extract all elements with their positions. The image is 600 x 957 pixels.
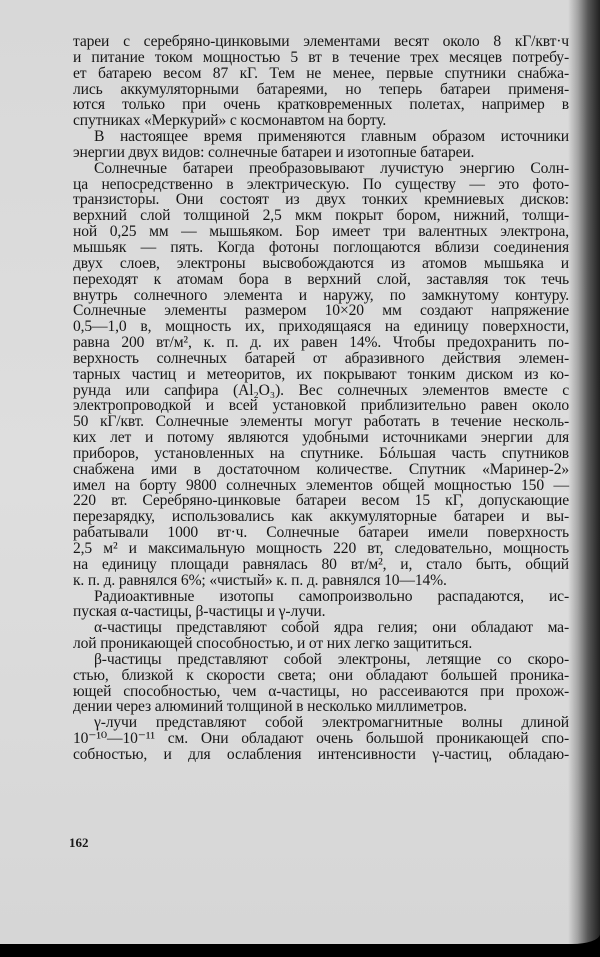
text-line: Радиоактивные изотопы самопроизвольно распадаются, ис- [94,587,569,605]
text-line: приборов, установленных на спутнике. Бóльшая часть спутников [73,444,569,462]
text-line: дении через алюминий толщиной в несколько миллиметров. [73,698,467,716]
page-number: 162 [69,835,89,850]
text-line: перезарядку, использовались как аккумуляторные батареи и вы- [73,508,569,526]
text-line: тарных частиц и метеоритов, их покрывают тонким диском из ко- [73,365,569,383]
text-line: на единицу площади равнялась 80 вт/м², и, стало быть, общий [73,555,569,573]
text-line: α-частицы представляют собой ядра гелия; они обладают ма- [94,619,569,637]
text-line: двух слоев, электроны высвобождаются из атомов мышьяка и [73,254,569,272]
text-line: и питание током мощностью 5 вт в течение трех месяцев потребу- [73,48,569,66]
text-line: имел на борту 9800 солнечных элементов общей мощностью 150 — [73,476,569,494]
text-line: собностью, и для ослабления интенсивности γ-частиц, обладаю- [73,745,569,763]
text-line: переходят к атомам бора в верхний слой, заставляя ток течь [73,270,569,288]
text-line: ких лет и потому являются удобными источниками энергии для [73,429,569,447]
text-line: 2,5 м² и максимальную мощность 220 вт, следовательно, мощность [73,540,569,557]
text-line: 10⁻¹⁰—10⁻¹¹ см. Они обладают очень большой проникающей спо- [73,730,569,748]
text-line: энергии двух видов: солнечные батареи и изотопные батареи. [73,143,475,161]
text-line: 0,5—1,0 в, мощность их, приходящаяся на единицу поверхности, [73,318,569,336]
text-line: ца непосредственно в электрическую. По существу — это фото- [73,175,569,193]
text-line: электропроводкой и всей установкой приблизительно равен около [73,397,569,415]
text-line: Солнечные элементы размером 10×20 мм создают напряжение [73,302,569,320]
text-line: ющей способностью, чем α-частицы, но рассеиваются при прохож- [73,682,569,700]
text-line: 50 кГ/квт. Солнечные элементы могут работать в течение несколь- [73,413,569,431]
text-line: к. п. д. равнялся 6%; «чистый» к. п. д. равнялся 10—14%. [73,571,447,589]
text-line: β-частицы представляют собой электроны, летящие со скоро- [94,650,569,668]
text-line: ются только при очень кратковременных полетах, например в [73,96,569,114]
text-line: внутрь солнечного элемента и наружу, по замкнутому контуру. [73,286,569,304]
text-line: спутниках «Меркурий» с космонавтом на борту. [73,112,387,130]
text-line: ной 0,25 мм — мышьяком. Бор имеет три валентных электрона, [73,223,569,241]
scan-bottom-border [0,944,600,957]
text-line: мышьяк — пять. Когда фотоны поглощаются вблизи соединения [73,238,569,256]
text-line: равна 200 вт/м², к. п. д. их равен 14%. Чтобы предохранить по- [73,334,569,352]
text-line: лой проникающей способностью, и от них легко защититься. [73,635,473,653]
text-line: 220 вт. Серебряно-цинковые батареи весом 15 кГ, допускающие [73,492,569,510]
text-line: верхний слой толщиной 2,5 мкм покрыт бором, нижний, толщи- [73,207,569,225]
text-line: ет батарею весом 87 кГ. Тем не менее, первые спутники снабжа- [73,64,569,82]
body-text [73,34,569,763]
text-line: γ-лучи представляют собой электромагнитные волны длиной [94,714,569,732]
text-line: верхность солнечных батарей от абразивного действия элемен- [73,349,569,367]
text-line: транзисторы. Они состоят из двух тонких кремниевых дисков: [73,191,569,209]
text-line: снабжена ими в достаточном количестве. Спутник «Маринер-2» [73,460,569,478]
text-line: лись аккумуляторными батареями, но теперь батареи применя- [73,80,569,98]
text-line: тареи с серебряно-цинковыми элементами весят около 8 кГ/квт·ч [73,33,569,50]
text-line: стью, близкой к скорости света; они обладают большей проника- [73,666,569,684]
text-line: Солнечные батареи преобразовывают лучистую энергию Солн- [94,159,569,177]
text-line: пуская α-частицы, β-частицы и γ-лучи. [73,603,326,621]
text-line: рабатывали 1000 вт·ч. Солнечные батареи имели поверхность [73,524,569,542]
text-line: В настоящее время применяются главным образом источники [94,128,569,146]
text-line: рунда или сапфира (Al₂O₃). Вес солнечных элементов вместе с [73,381,569,399]
